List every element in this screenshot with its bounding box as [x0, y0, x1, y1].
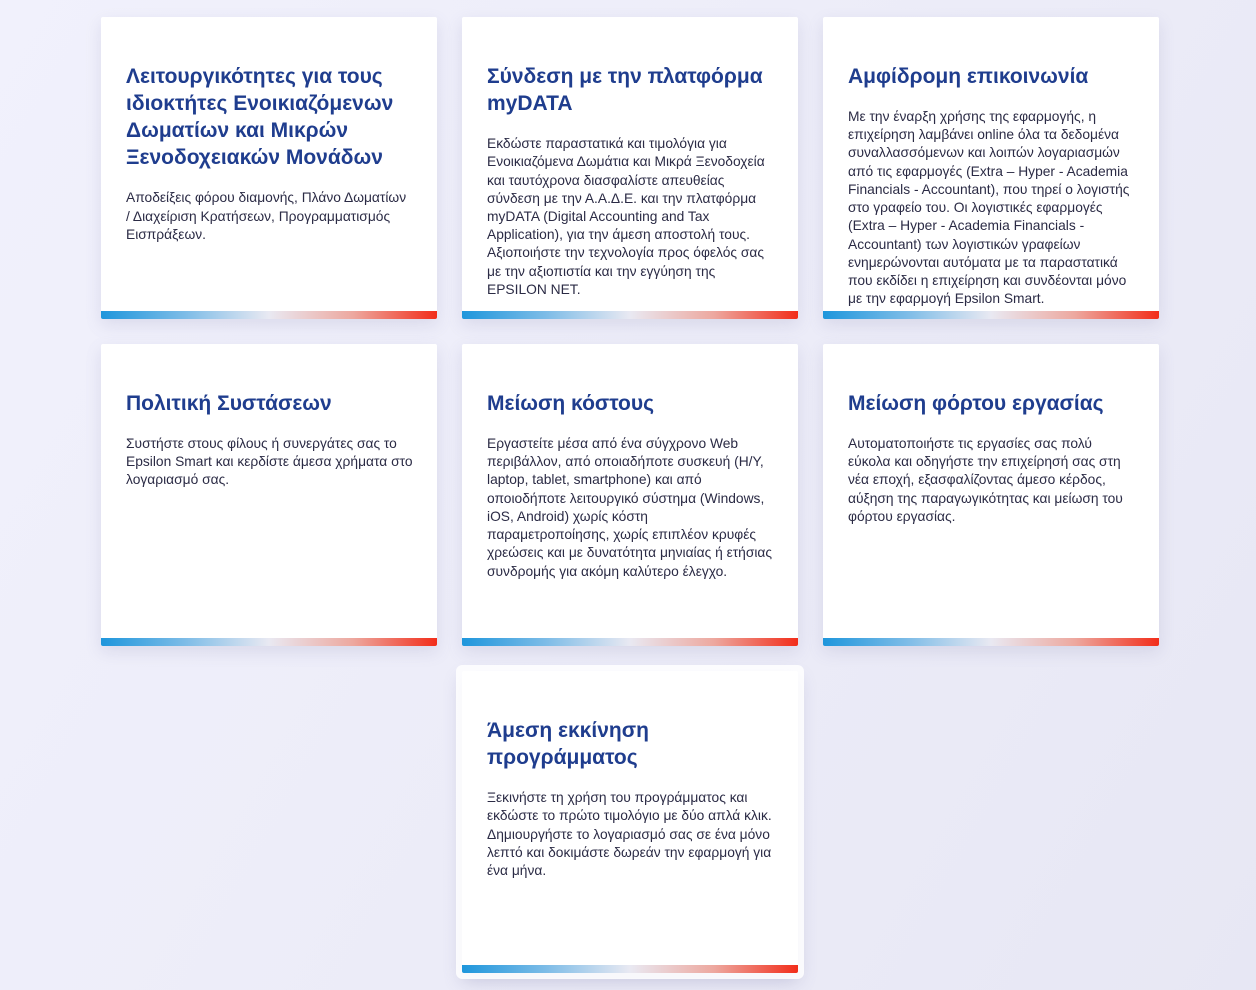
feature-card-functionalities — [101, 17, 437, 319]
card-body: Εκδώστε παραστατικά και τιμολόγια για Ενοικιαζόμενα Δωμάτια και Μικρά Ξενοδοχεία και ταυτόχρονα διασφαλίστε απευθείας σύνδεση με την Α.Α.Δ.Ε. και την πλατφόρμα myDATA (Digital Accounting and Tax Application), για την άμεση αποστολή τους. Αξιοποιήστε την τεχνολογία προς όφελός σας με την αξιοπιστία και την εγγύηση της EPSILON NET. — [487, 136, 765, 297]
card-body: Με την έναρξη χρήσης της εφαρμογής, η επιχείρηση λαμβάνει online όλα τα δεδομένα συναλλασσόμενων και λοιπών λογαριασμών από τις εφαρμογές (Extra – Hyper - Academia Financials - Accountant), που τηρεί ο λογιστής στο γραφείο του. Οι λογιστικές εφαρμογές (Extra – Hyper - Academia Financials - Accountant) των λογιστικών γραφείων ενημερώνονται αυτόματα με τα παραστατικά που εκδίδει η επιχείρηση και συνδέονται μόνο με την εφαρμογή Epsilon Smart. — [848, 109, 1130, 307]
gradient-bar — [823, 311, 1159, 319]
card-title: Μείωση κόστους — [487, 392, 655, 415]
card-body: Εργαστείτε μέσα από ένα σύγχρονο Web περιβάλλον, από οποιαδήποτε συσκευή (Η/Υ, laptop, tablet, smartphone) και από οποιοδήποτε λειτουργικό σύστημα (Windows, iOS, Android) χωρίς κόστη παραμετροποίησης, χωρίς επιπλέον κρυφές χρεώσεις και με δυνατότητα μηνιαίας ή ετήσιας συνδρομής για ακόμη καλύτερο έλεγχο. — [487, 436, 773, 579]
card-title: Λειτουργικότητες για τους ιδιοκτήτες Ενοικιαζόμενων Δωματίων και Μικρών Ξενοδοχειακών Μονάδων — [126, 65, 394, 170]
gradient-bar — [101, 638, 437, 646]
card-body: Αυτοματοποιήστε τις εργασίες σας πολύ εύκολα και οδηγήστε την επιχείρησή σας στη νέα εποχή, εξασφαλίζοντας άμεσο κέρδος, αύξηση της παραγωγικότητας και μείωση του φόρτου εργασίας. — [848, 436, 1123, 524]
card-body: Ξεκινήστε τη χρήση του προγράμματος και εκδώστε το πρώτο τιμολόγιο με δύο απλά κλικ. Δημιουργήστε το λογαριασμό σας σε ένα μόνο λεπτό και δοκιμάστε δωρεάν την εφαρμογή για ένα μήνα. — [487, 790, 772, 878]
feature-card-workload-reduction — [823, 344, 1159, 646]
gradient-bar — [462, 965, 798, 973]
card-title: Πολιτική Συστάσεων — [126, 392, 332, 415]
feature-card-referral-policy — [101, 344, 437, 646]
feature-card-two-way-communication — [823, 17, 1159, 319]
feature-card-cost-reduction — [462, 344, 798, 646]
card-body: Συστήστε στους φίλους ή συνεργάτες σας το Epsilon Smart και κερδίστε άμεσα χρήματα στο λογαριασμό σας. — [126, 436, 413, 488]
card-title: Σύνδεση με την πλατφόρμα myDATA — [487, 65, 763, 116]
card-body: Αποδείξεις φόρου διαμονής, Πλάνο Δωματίων / Διαχείριση Κρατήσεων, Προγραμματισμός Εισπράξεων. — [126, 190, 407, 242]
gradient-bar — [101, 311, 437, 319]
gradient-bar — [462, 638, 798, 646]
gradient-bar — [823, 638, 1159, 646]
card-title: Μείωση φόρτου εργασίας — [848, 392, 1104, 415]
gradient-bar — [462, 311, 798, 319]
feature-card-instant-start — [462, 671, 798, 973]
card-title: Άμεση εκκίνηση προγράμματος — [487, 719, 649, 770]
card-title: Αμφίδρομη επικοινωνία — [848, 65, 1089, 88]
feature-card-mydata-connection — [462, 17, 798, 319]
